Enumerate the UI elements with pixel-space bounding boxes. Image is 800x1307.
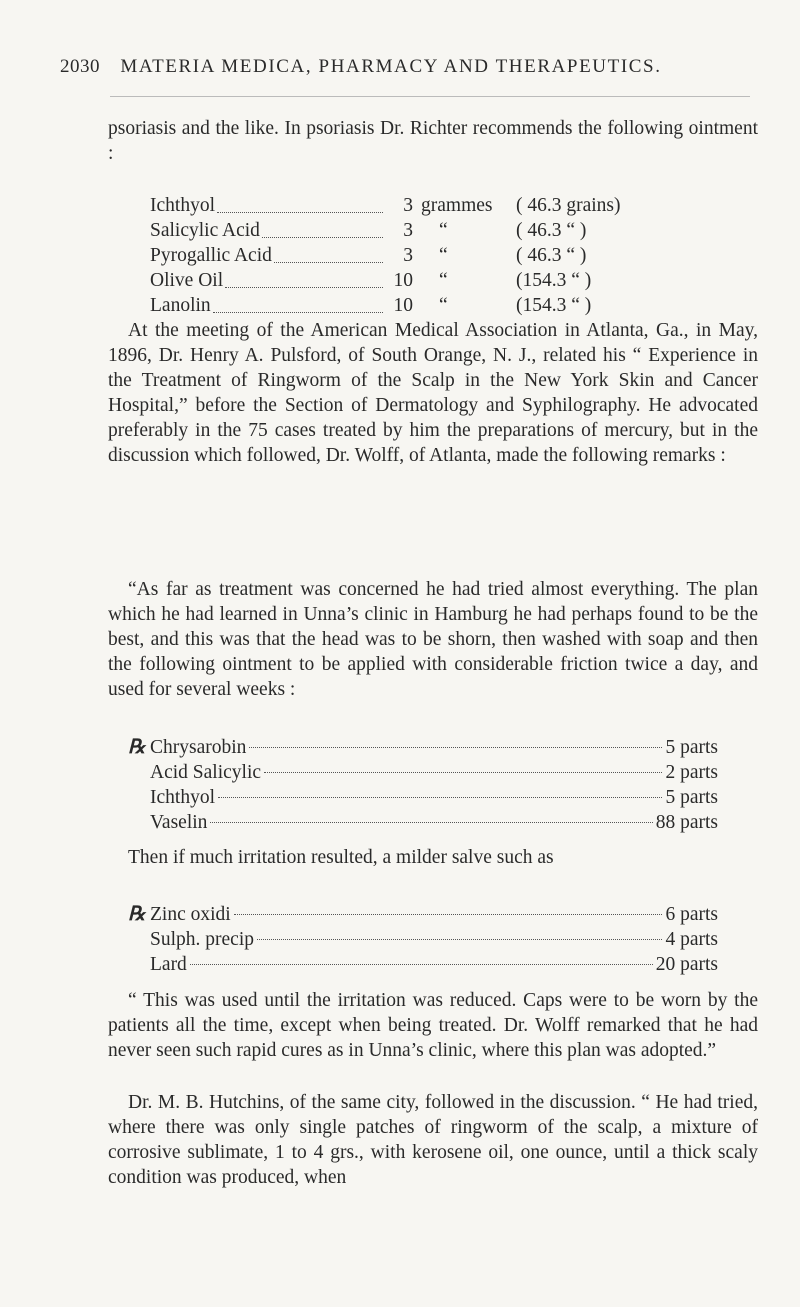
- this-paragraph: “ This was used until the irritation was reduced. Caps were to be worn by the patients all the time, except when being treated. Dr. Wolff remarked that he had never seen such rapid cures as in Unna’s clinic, where this plan was adopted.”: [108, 990, 758, 1061]
- header-rule: [110, 96, 750, 97]
- prescription-row: Acid Salicylic 2 parts: [150, 762, 718, 783]
- then-paragraph: Then if much irritation resulted, a milder salve such as: [128, 847, 554, 868]
- rx-symbol: ℞: [128, 737, 146, 758]
- intro-paragraph: psoriasis and the like. In psoriasis Dr. Richter recommends the following ointment :: [108, 118, 758, 164]
- hutchins-paragraph: Dr. M. B. Hutchins, of the same city, followed in the discussion. “ He had tried, where there was only single patches of ringworm of the scalp, a mixture of corrosive sublimate, 1 to 4 grs., with kerosene oil, one ounce, until a thick scaly condition was produced, when: [108, 1092, 758, 1188]
- page-number: 2030: [60, 56, 100, 77]
- ointment-formula-1: [150, 193, 706, 318]
- formula-row: Lanolin 10 “ (154.3 “ ): [150, 293, 706, 318]
- meeting-paragraph: At the meeting of the American Medical Association in Atlanta, Ga., in May, 1896, Dr. Henry A. Pulsford, of South Orange, N. J., related his “ Experience in the Treatment of Ringworm of the Scalp in the New York Skin and Cancer Hospital,” before the Section of Dermatology and Syphilography. He advocated preferably in the 75 cases treated by him the preparations of mercury, but in the discussion which followed, Dr. Wolff, of Atlanta, made the following remarks :: [108, 320, 758, 466]
- prescription-zinc: [128, 902, 718, 977]
- prescription-row: ℞ Chrysarobin 5 parts: [128, 737, 718, 758]
- running-header: [60, 56, 760, 78]
- formula-row: Olive Oil 10 “ (154.3 “ ): [150, 268, 706, 293]
- rx-symbol: ℞: [128, 904, 146, 925]
- prescription-row: Lard 20 parts: [150, 954, 718, 975]
- prescription-chrysarobin: [128, 735, 718, 835]
- running-title: MATERIA MEDICA, PHARMACY AND THERAPEUTICS.: [120, 56, 662, 77]
- wolff-quote-paragraph: “As far as treatment was concerned he had tried almost everything. The plan which he had learned in Unna’s clinic in Hamburg he had perhaps found to be the best, and this was that the head was to be shorn, then washed with soap and then the following ointment to be applied with considerable friction twice a day, and used for several weeks :: [108, 579, 758, 700]
- formula-row: Pyrogallic Acid 3 “ ( 46.3 “ ): [150, 243, 706, 268]
- prescription-row: Ichthyol 5 parts: [150, 787, 718, 808]
- formula-row: Ichthyol 3 grammes ( 46.3 grains): [150, 193, 706, 218]
- prescription-row: ℞ Zinc oxidi 6 parts: [128, 904, 718, 925]
- formula-row: Salicylic Acid 3 “ ( 46.3 “ ): [150, 218, 706, 243]
- prescription-row: Sulph. precip 4 parts: [150, 929, 718, 950]
- prescription-row: Vaselin 88 parts: [150, 812, 718, 833]
